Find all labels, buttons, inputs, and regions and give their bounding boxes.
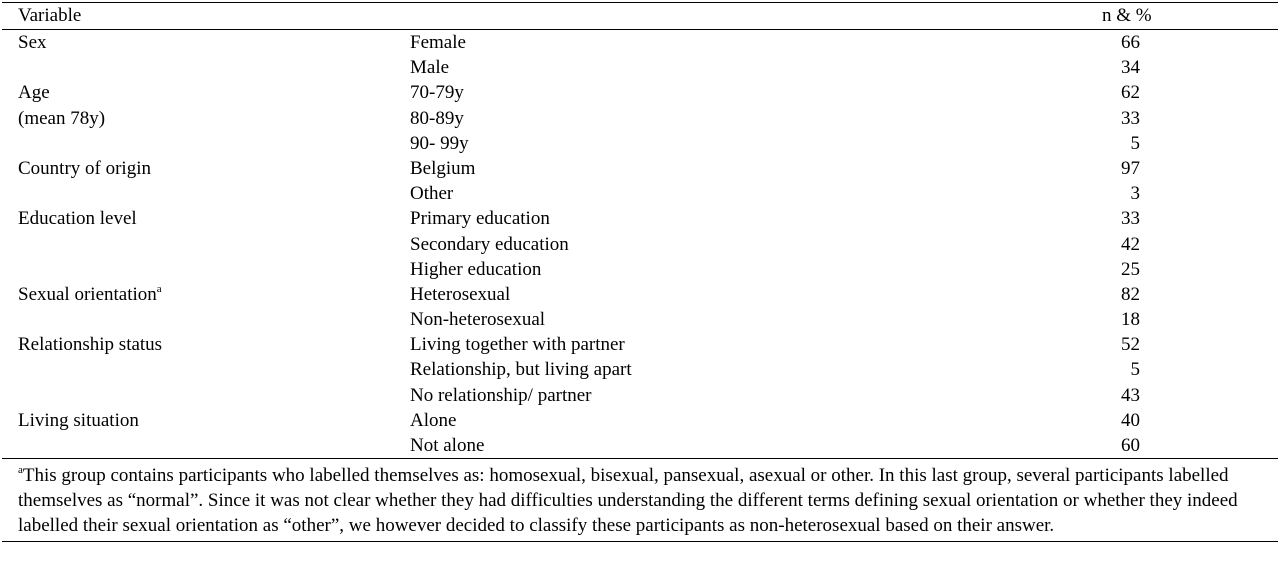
table-row (2, 156, 1278, 181)
table-row (2, 383, 1278, 408)
table-row (2, 30, 1278, 55)
value-cell: 42 (1121, 233, 1140, 255)
value-cell: 18 (1121, 309, 1140, 331)
category-cell: Non-heterosexual (410, 309, 546, 331)
category-cell: 80-89y (410, 107, 464, 129)
value-cell: 34 (1121, 57, 1140, 79)
value-cell: 43 (1121, 384, 1140, 406)
footnote-text: This group contains participants who labelled themselves as: homosexual, bisexual, pansexual, asexual or other. In this last group, several participants labelled themselves as “normal”. Since it was not clear whether they had difficulties understanding the different terms defining sexual orientation or whether they indeed labelled their sexual orientation as “other”, we however decided to classify these participants as non-heterosexual based on their answer. (18, 465, 1238, 537)
category-cell: Heterosexual (410, 283, 511, 305)
table-row (2, 257, 1278, 282)
variable-label: Sexual orientation (18, 283, 157, 305)
value-cell: 52 (1121, 334, 1140, 356)
category-cell: Male (410, 57, 450, 79)
value-cell: 60 (1121, 435, 1140, 456)
footnote-marker: a (156, 282, 162, 295)
category-cell: Primary education (410, 208, 550, 230)
category-cell: Alone (410, 409, 457, 431)
header-variable: Variable (18, 5, 82, 26)
category-cell: 90- 99y (410, 132, 469, 154)
category-cell: Other (410, 183, 454, 205)
table-row (2, 232, 1278, 257)
value-cell: 97 (1121, 157, 1140, 179)
table-row (2, 357, 1278, 382)
table-body (2, 30, 1278, 458)
variable-cell: (mean 78y) (18, 107, 106, 129)
bottom-rule (2, 541, 1278, 542)
variable-cell: Education level (18, 208, 137, 230)
value-cell: 66 (1121, 32, 1140, 53)
value-cell: 25 (1121, 258, 1140, 280)
demographics-table (2, 2, 1278, 542)
footnote (2, 459, 1278, 541)
table-row (2, 332, 1278, 357)
table-row (2, 408, 1278, 433)
header-row (2, 3, 1278, 29)
variable-cell: Relationship status (18, 334, 163, 356)
category-cell: 70-79y (410, 82, 464, 104)
table-row (2, 307, 1278, 332)
table-row (2, 433, 1278, 458)
variable-cell: Age (18, 82, 50, 104)
variable-cell: Sex (18, 32, 47, 53)
variable-cell: Living situation (18, 409, 139, 431)
category-cell: No relationship/ partner (410, 384, 592, 406)
category-cell: Female (410, 32, 466, 53)
table-row (2, 206, 1278, 231)
value-cell: 3 (1130, 183, 1140, 205)
value-cell: 5 (1130, 132, 1140, 154)
category-cell: Not alone (410, 435, 485, 456)
value-cell: 62 (1121, 82, 1140, 104)
table-row (2, 181, 1278, 206)
category-cell: Secondary education (410, 233, 569, 255)
value-cell: 33 (1121, 107, 1140, 129)
category-cell: Living together with partner (410, 334, 625, 356)
header-value: n & % (1102, 5, 1152, 26)
table-row (2, 80, 1278, 105)
variable-cell (18, 282, 162, 307)
value-cell: 33 (1121, 208, 1140, 230)
value-cell: 82 (1121, 283, 1140, 305)
table-row (2, 131, 1278, 156)
table-row (2, 106, 1278, 131)
category-cell: Relationship, but living apart (410, 359, 632, 381)
category-cell: Belgium (410, 157, 476, 179)
table-row (2, 55, 1278, 80)
value-cell: 5 (1130, 359, 1140, 381)
table-row (2, 282, 1278, 307)
category-cell: Higher education (410, 258, 542, 280)
value-cell: 40 (1121, 409, 1140, 431)
variable-cell: Country of origin (18, 157, 151, 179)
footnote-marker: a (18, 464, 23, 477)
